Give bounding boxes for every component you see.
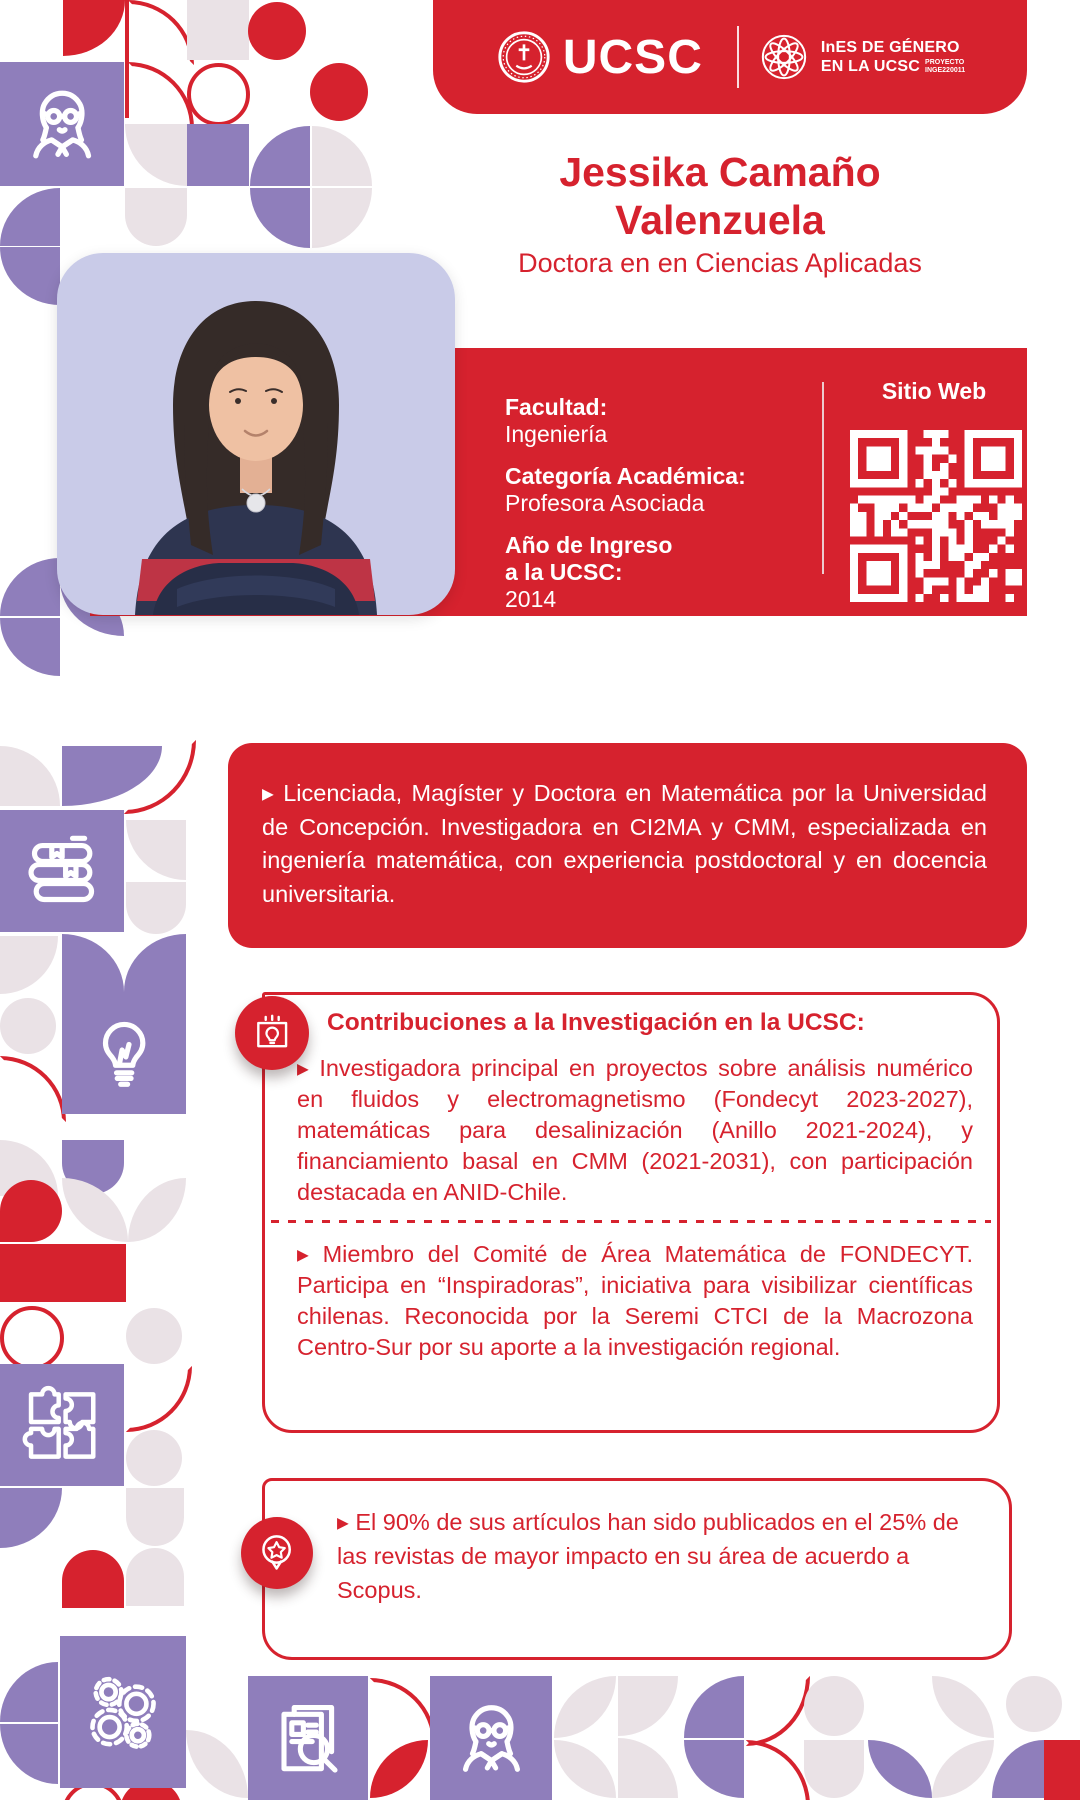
decor-shape [126,1366,192,1432]
decor-shape [128,62,194,128]
decor-shape [250,188,310,248]
person-name [415,148,1025,244]
decor-shape [187,0,249,60]
decor-shape [554,1740,616,1798]
entry-year-label-line1: Año de Ingreso [505,532,673,558]
decor-shape [684,1676,744,1738]
header-banner [433,0,1027,114]
category-value: Profesora Asociada [505,490,705,516]
decor-shape [124,740,196,814]
decor-shape [804,1740,864,1798]
books-tile [0,810,124,932]
decor-shape [62,934,124,992]
highlight-card [262,1478,1012,1660]
decor-shape [868,1740,932,1798]
brand-wordmark: UCSC [562,30,703,84]
decor-shape [746,1740,810,1800]
degree-subtitle: Doctora en en Ciencias Aplicadas [518,248,922,278]
decor-shape [0,1056,66,1122]
decor-shape [932,1676,994,1738]
contribution-item-2: ▸ Miembro del Comité de Área Matemática de FONDECYT. Participa en “Inspiradoras”, iniciativa para visibilizar científicas chilenas. Reconocida por la Seremi CTCI de la Macrozona Centro-Sur por su aporte a la investigación regional. [297,1241,973,1360]
qr-code [850,430,1022,602]
decor-shape [125,124,187,186]
decor-shape [0,1662,58,1722]
entry-year-field [505,532,825,613]
lightbulb-frame-icon [250,1011,294,1055]
decor-shape [128,0,194,65]
decor-shape [125,188,187,246]
puzzle-tile [0,1364,124,1486]
header-divider [737,26,739,88]
scientist-icon [450,1696,533,1780]
project-code-line2: INGE220011 [925,67,966,74]
decor-shape [250,126,310,186]
decor-shape [248,2,306,60]
decor-shape [992,1740,1044,1798]
decor-shape [124,934,186,992]
decor-shape [0,247,60,305]
decor-shape [187,63,250,126]
lightbulb-tile [62,992,186,1114]
decor-shape [0,1488,62,1548]
profile-fields [505,394,825,628]
bio-card [228,743,1027,948]
project-code-line1: PROYECTO [925,59,965,66]
gears-tile [60,1636,186,1788]
decor-shape [126,1430,182,1486]
document-magnifier-icon [267,1696,349,1780]
profile-photo [57,253,455,615]
decor-shape [618,1676,678,1736]
person-name-line2: Valenzuela [615,197,825,243]
lightbulb-icon [82,1012,166,1095]
decor-shape [618,1738,678,1798]
decor-shape [804,1676,864,1736]
award-badge [241,1517,313,1589]
decor-shape [1006,1676,1062,1732]
faculty-value: Ingeniería [505,421,608,447]
decor-shape [0,998,56,1054]
decor-shape [554,1676,616,1738]
decor-shape [186,1730,248,1798]
decor-shape [684,1740,744,1798]
decor-shape [1044,1740,1080,1800]
decor-shape [0,188,60,246]
decor-shape [0,1306,64,1370]
program-lockup [821,38,965,76]
decor-shape [0,1180,62,1242]
decor-shape [932,1740,994,1798]
decor-shape [187,124,249,186]
program-line1: InES DE GÉNERO [820,39,960,56]
star-badge-icon [255,1531,298,1574]
decor-shape [126,1548,184,1606]
ines-rosette-icon [757,30,811,84]
decor-shape [128,1178,186,1242]
faculty-field [505,394,825,448]
contributions-card [262,992,1000,1433]
program-line2: EN LA UCSC [820,58,921,75]
decor-shape [62,1550,124,1608]
decor-shape [0,1244,126,1302]
dashed-divider [271,1220,991,1223]
decor-shape [312,188,372,248]
decor-shape [126,820,186,880]
contributions-title: Contribuciones a la Investigación en la UCSC: [327,1009,865,1036]
decor-shape [126,1308,182,1364]
decor-shape [370,1740,428,1798]
person-name-line1: Jessika Camaño [559,149,881,195]
decor-shape [312,126,372,186]
decor-shape [126,1488,184,1546]
category-field [505,463,825,517]
website-label: Sitio Web [881,378,987,404]
decor-shape [746,1676,810,1746]
ucsc-seal-icon [495,28,553,86]
scientist-tile [0,62,124,186]
decor-shape [63,0,125,56]
category-label: Categoría Académica: [505,463,746,489]
portrait-illustration [57,253,455,615]
decor-shape [0,746,60,806]
entry-year-value: 2014 [505,586,557,612]
decor-shape [126,882,186,934]
decor-shape [310,63,368,121]
gears-icon [80,1660,166,1763]
scientist-icon [20,82,104,166]
idea-badge [235,996,309,1070]
scientist-tile-bottom [430,1676,552,1800]
entry-year-label-line2: a la UCSC: [505,559,623,585]
faculty-label: Facultad: [505,394,608,420]
research-doc-tile [248,1676,368,1800]
puzzle-icon [20,1384,104,1467]
highlight-text: ▸ El 90% de sus artículos han sido publicados en el 25% de las revistas de mayor impacto en su área de acuerdo a Scopus. [337,1509,959,1603]
books-icon [20,830,104,913]
bio-text: ▸ Licenciada, Magíster y Doctora en Matemática por la Universidad de Concepción. Investigadora en CI2MA y CMM, especializada en ingeniería matemática, con experiencia postdoctoral y en docencia universitaria. [262,780,987,907]
project-code [925,59,965,75]
band-divider [822,382,824,574]
decor-shape [62,1178,128,1242]
decor-shape [0,1724,58,1784]
decor-shape [0,936,58,994]
decor-shape [0,558,60,616]
contribution-item-1: ▸ Investigadora principal en proyectos sobre análisis numérico en fluidos y electromagnetismo (Fondecyt 2023-2027), matemáticas para desalinización (Anillo 2021-2024), y financiamiento basal en CMM (2021-2031), con participación destacada en ANID-Chile. [297,1055,973,1205]
decor-shape [370,1678,436,1744]
decor-shape [0,618,60,676]
